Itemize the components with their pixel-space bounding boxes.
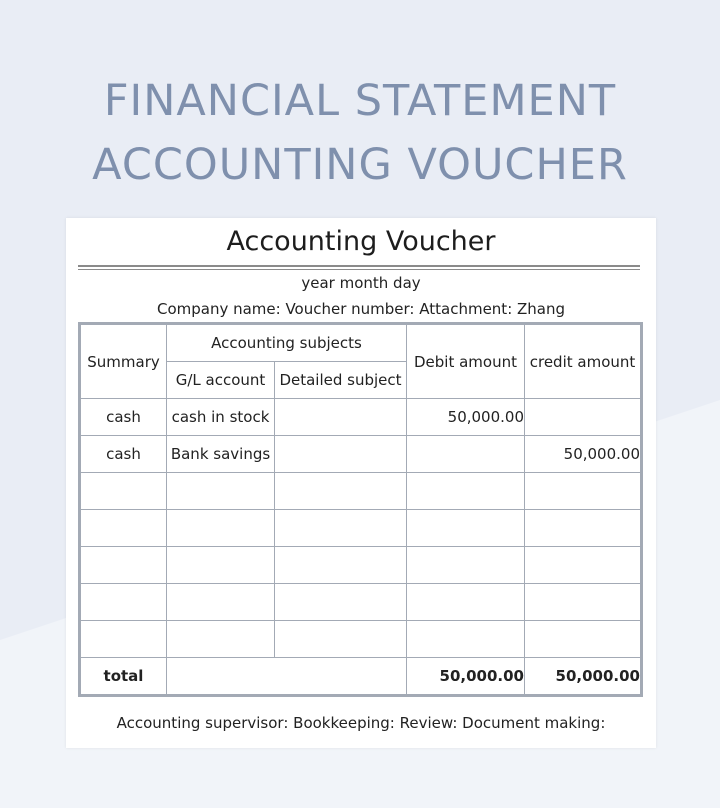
cell-credit	[525, 510, 641, 547]
cell-gl-account	[167, 510, 275, 547]
voucher-title: Accounting Voucher	[226, 226, 496, 257]
cell-detailed-subject	[275, 510, 407, 547]
header-gl-account: G/L account	[167, 362, 275, 399]
cell-gl-account	[167, 473, 275, 510]
cell-credit: 50,000.00	[525, 436, 641, 473]
table-row	[81, 399, 641, 436]
voucher-table	[80, 324, 641, 695]
cell-credit	[525, 584, 641, 621]
cell-debit	[407, 510, 525, 547]
cell-debit: 50,000.00	[407, 399, 525, 436]
voucher-card	[66, 218, 656, 748]
cell-summary	[81, 510, 167, 547]
table-row	[81, 621, 641, 658]
header-accounting-subjects: Accounting subjects	[167, 325, 407, 362]
table-row	[81, 436, 641, 473]
cell-debit	[407, 621, 525, 658]
total-debit: 50,000.00	[407, 658, 525, 695]
cell-debit	[407, 436, 525, 473]
cell-credit	[525, 547, 641, 584]
total-credit: 50,000.00	[525, 658, 641, 695]
cell-credit	[525, 399, 641, 436]
cell-credit	[525, 621, 641, 658]
cell-gl-account: cash in stock	[167, 399, 275, 436]
cell-detailed-subject	[275, 547, 407, 584]
cell-summary: cash	[81, 399, 167, 436]
cell-gl-account	[167, 584, 275, 621]
header-credit-amount: credit amount	[525, 325, 641, 399]
cell-credit	[525, 473, 641, 510]
cell-detailed-subject	[275, 436, 407, 473]
cell-gl-account	[167, 621, 275, 658]
total-empty-cell	[167, 658, 407, 695]
cell-detailed-subject	[275, 473, 407, 510]
cell-summary	[81, 473, 167, 510]
poster-title-line2: ACCOUNTING VOUCHER	[92, 140, 628, 190]
date-line: year month day	[301, 274, 421, 292]
title-divider	[78, 265, 640, 267]
table-row	[81, 473, 641, 510]
header-row	[81, 325, 641, 362]
header-debit-amount: Debit amount	[407, 325, 525, 399]
cell-debit	[407, 547, 525, 584]
signature-footer: Accounting supervisor: Bookkeeping: Review: Document making:	[116, 714, 606, 732]
cell-detailed-subject	[275, 584, 407, 621]
header-summary: Summary	[81, 325, 167, 399]
title-divider-thin	[78, 269, 640, 270]
table-row	[81, 584, 641, 621]
cell-summary	[81, 621, 167, 658]
total-label: total	[81, 658, 167, 695]
cell-summary	[81, 584, 167, 621]
company-info-line: Company name: Voucher number: Attachment: Zhang	[156, 300, 566, 318]
table-row	[81, 547, 641, 584]
cell-summary	[81, 547, 167, 584]
poster-title-line1: FINANCIAL STATEMENT	[103, 76, 617, 126]
header-detailed-subject: Detailed subject	[275, 362, 407, 399]
cell-detailed-subject	[275, 621, 407, 658]
cell-gl-account	[167, 547, 275, 584]
cell-gl-account: Bank savings	[167, 436, 275, 473]
total-row	[81, 658, 641, 695]
cell-summary: cash	[81, 436, 167, 473]
cell-debit	[407, 473, 525, 510]
table-row	[81, 510, 641, 547]
cell-debit	[407, 584, 525, 621]
cell-detailed-subject	[275, 399, 407, 436]
